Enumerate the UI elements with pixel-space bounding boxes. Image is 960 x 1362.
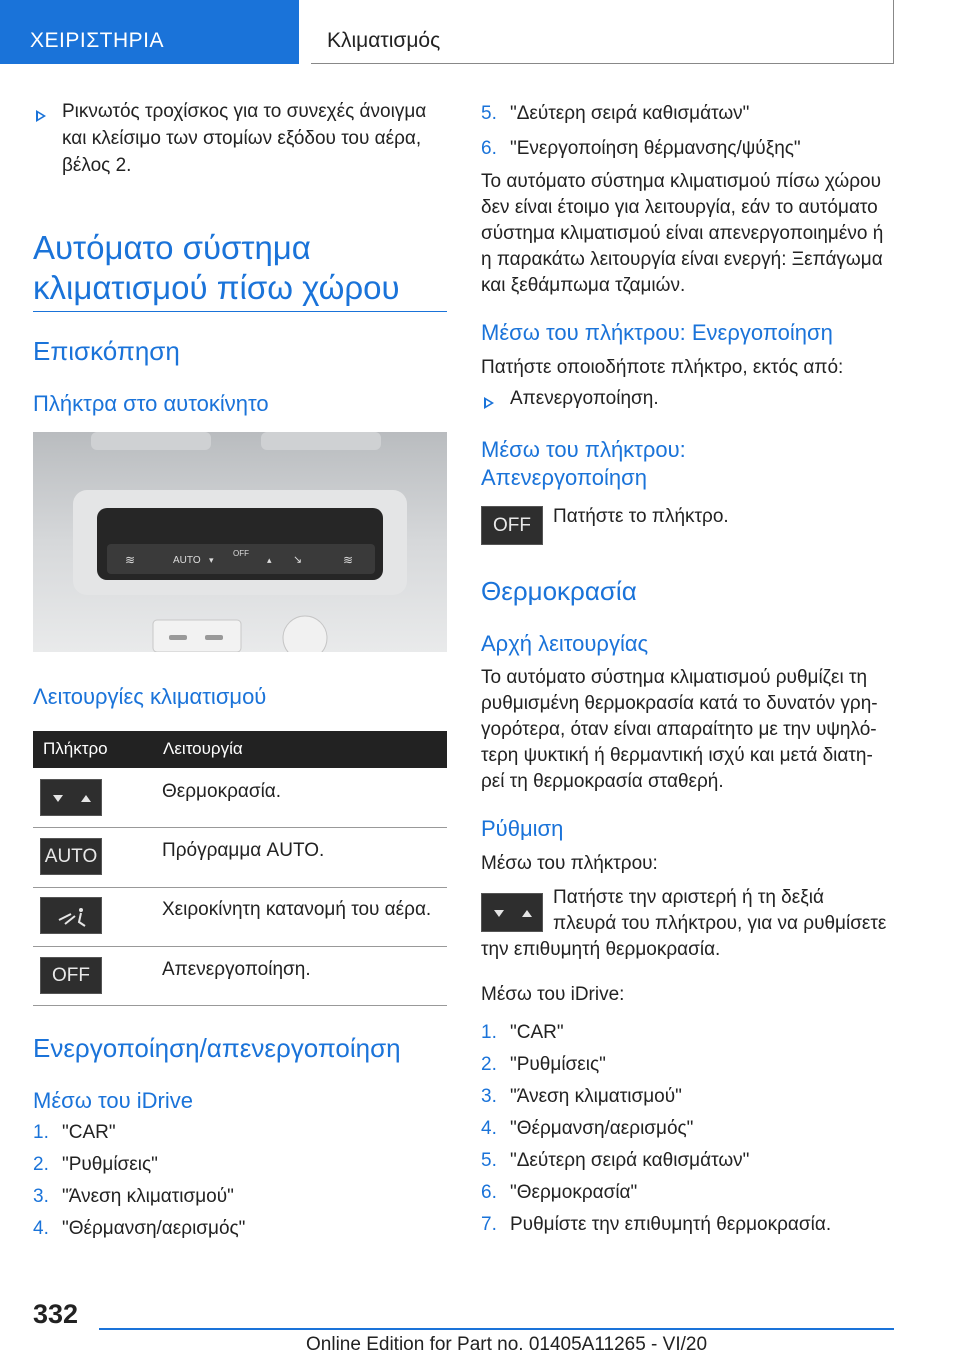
via-idrive-text: Μέσω του iDrive: [481,984,625,1005]
paragraph-line: Το αυτόματο σύστημα κλιματισμού πίσω χώρου [481,171,881,192]
overview-heading: Επισκόπηση [33,336,180,366]
off-key-icon [40,957,102,994]
step-number: 2. [481,1054,497,1075]
step-text: "Θέρμανση/αερισμός" [62,1218,246,1239]
setting-heading: Ρύθμιση [481,816,564,841]
activate-heading: Μέσω του πλήκτρου: Ενεργοποίηση [481,320,833,345]
functions-table-header [33,731,447,768]
auto-key-icon [40,838,102,875]
press-any-text: Πατήστε οποιοδήποτε πλήκτρο, εκτός από: [481,357,844,378]
step-number: 3. [481,1086,497,1107]
functions-heading: Λειτουργίες κλιματισμού [33,684,267,709]
intro-line-1: Ρικνωτός τροχίσκος για το συνεχές άνοιγμα [62,101,427,122]
paragraph-line: ρεί τη θερμοκρασία σταθερή. [481,771,724,792]
step-text: "CAR" [62,1122,116,1143]
step-text: Ρυθμίστε την επιθυμητή θερμοκρασία. [510,1214,832,1235]
table-row-2-text: Πρόγραμμα AUTO. [162,840,325,861]
step-text: "Θερμοκρασία" [510,1182,638,1203]
section-title-line-1: Αυτόματο σύστημα [33,229,311,266]
step-number: 4. [33,1218,49,1239]
paragraph-line: Το αυτόματο σύστημα κλιματισμού ρυθμίζει τη [481,667,868,688]
off-key-label: OFF [493,514,531,536]
via-key-text: Μέσω του πλήκτρου: [481,853,658,874]
svg-text:▴: ▴ [267,555,272,565]
step-number: 4. [481,1118,497,1139]
press-lr-line-3: την επιθυμητή θερμοκρασία. [481,939,721,960]
idrive-heading: Μέσω του iDrive [33,1088,193,1113]
table-row-divider [33,946,447,947]
table-row-4-text: Απενεργοποίηση. [162,959,311,980]
step-text: "Ενεργοποίηση θέρμανσης/ψύξης" [510,138,801,159]
table-row-divider [33,827,447,828]
step-text: "Δεύτερη σειρά καθισμάτων" [510,1150,750,1171]
onoff-heading: Ενεργοποίηση/απενεργοποίηση [33,1033,401,1063]
press-lr-line-1: Πατήστε την αριστερή ή τη δεξιά [553,887,824,908]
paragraph-line: γορότερα, όταν είναι απαραίτητο με την υψηλό‐ [481,719,877,740]
step-number: 5. [481,103,497,124]
edition-text: Online Edition for Part no. 01405A11265 - VI/20 [306,1334,708,1355]
press-lr-line-2: πλευρά του πλήκτρου, για να ρυθμίσετε [553,913,887,934]
svg-text:≋: ≋ [125,553,136,567]
svg-text:≋: ≋ [343,553,354,567]
col-key-header: Πλήκτρο [43,739,108,758]
col-function-header: Λειτουργία [163,739,243,758]
bullet-triangle-icon [36,110,46,122]
bullet-triangle-icon [484,397,494,409]
table-row-divider [33,887,447,888]
table-row-1-text: Θερμοκρασία. [162,781,282,802]
auto-key-label: AUTO [44,845,98,867]
press-key-text: Πατήστε το πλήκτρο. [553,506,729,527]
step-number: 3. [33,1186,49,1207]
paragraph-line: ρυθμισμένη θερμοκρασία κατά το δυνατόν γρη‐ [481,693,878,714]
intro-line-2: και κλείσιμο των στομίων εξόδου του αέρα, [62,128,422,149]
off-key-icon [481,506,543,545]
manual-air-distribution-icon [40,897,102,934]
control-panel-image [33,432,447,652]
step-number: 7. [481,1214,497,1235]
temperature-arrows-icon [40,779,102,816]
except-item-text: Απενεργοποίηση. [510,388,659,409]
principle-heading: Αρχή λειτουργίας [481,631,649,656]
header-section-title: ΧΕΙΡΙΣΤΗΡΙΑ [30,29,165,52]
step-number: 6. [481,138,497,159]
section-title-line-2: κλιματισμού πίσω χώρου [33,269,400,306]
step-number: 5. [481,1150,497,1171]
deactivate-heading-line-2: Απενεργοποίηση [481,465,647,490]
temperature-arrows-icon [481,893,543,932]
section-divider [33,311,447,312]
header-chapter-tab [311,0,894,64]
header-chapter-title: Κλιματισμός [327,29,441,52]
step-text: "Δεύτερη σειρά καθισμάτων" [510,103,750,124]
step-text: "Θέρμανση/αερισμός" [510,1118,694,1139]
step-number: 2. [33,1154,49,1175]
panel-off-label: OFF [233,549,249,558]
paragraph-line: δεν είναι έτοιμο για λειτουργία, εάν το αυτόματο [481,197,878,218]
step-number: 1. [481,1022,497,1043]
off-key-label: OFF [52,964,90,986]
table-row-divider [33,1005,447,1006]
header-section-tab [0,0,299,64]
step-text: "Άνεση κλιματισμού" [62,1186,234,1207]
paragraph-line: σύστημα κλιματισμού είναι απενεργοποιημένο ή [481,223,884,244]
table-row-3-text: Χειροκίνητη κατανομή του αέρα. [162,899,432,920]
step-text: "CAR" [510,1022,564,1043]
paragraph-line: τερη ψυκτική ή θερμαντική ισχύ και μετά διατη‐ [481,745,873,766]
deactivate-heading-line-1: Μέσω του πλήκτρου: [481,437,686,462]
step-text: "Ρυθμίσεις" [510,1054,606,1075]
paragraph-line: και ξεθάμπωμα τζαμιών. [481,275,686,296]
step-number: 1. [33,1122,49,1143]
page-number: 332 [33,1299,79,1329]
paragraph-line: η παρακάτω λειτουργία είναι ενεργή: Ξεπάγωμα [481,249,883,270]
svg-text:▾: ▾ [209,555,214,565]
step-number: 6. [481,1182,497,1203]
step-text: "Ρυθμίσεις" [62,1154,158,1175]
svg-text:↘: ↘ [293,554,303,566]
panel-auto-label: AUTO [173,555,201,566]
temperature-heading: Θερμοκρασία [481,576,637,606]
footer-rule [99,1328,894,1330]
intro-line-3: βέλος 2. [62,155,132,176]
step-text: "Άνεση κλιματισμού" [510,1086,682,1107]
keys-heading: Πλήκτρα στο αυτοκίνητο [33,391,269,416]
